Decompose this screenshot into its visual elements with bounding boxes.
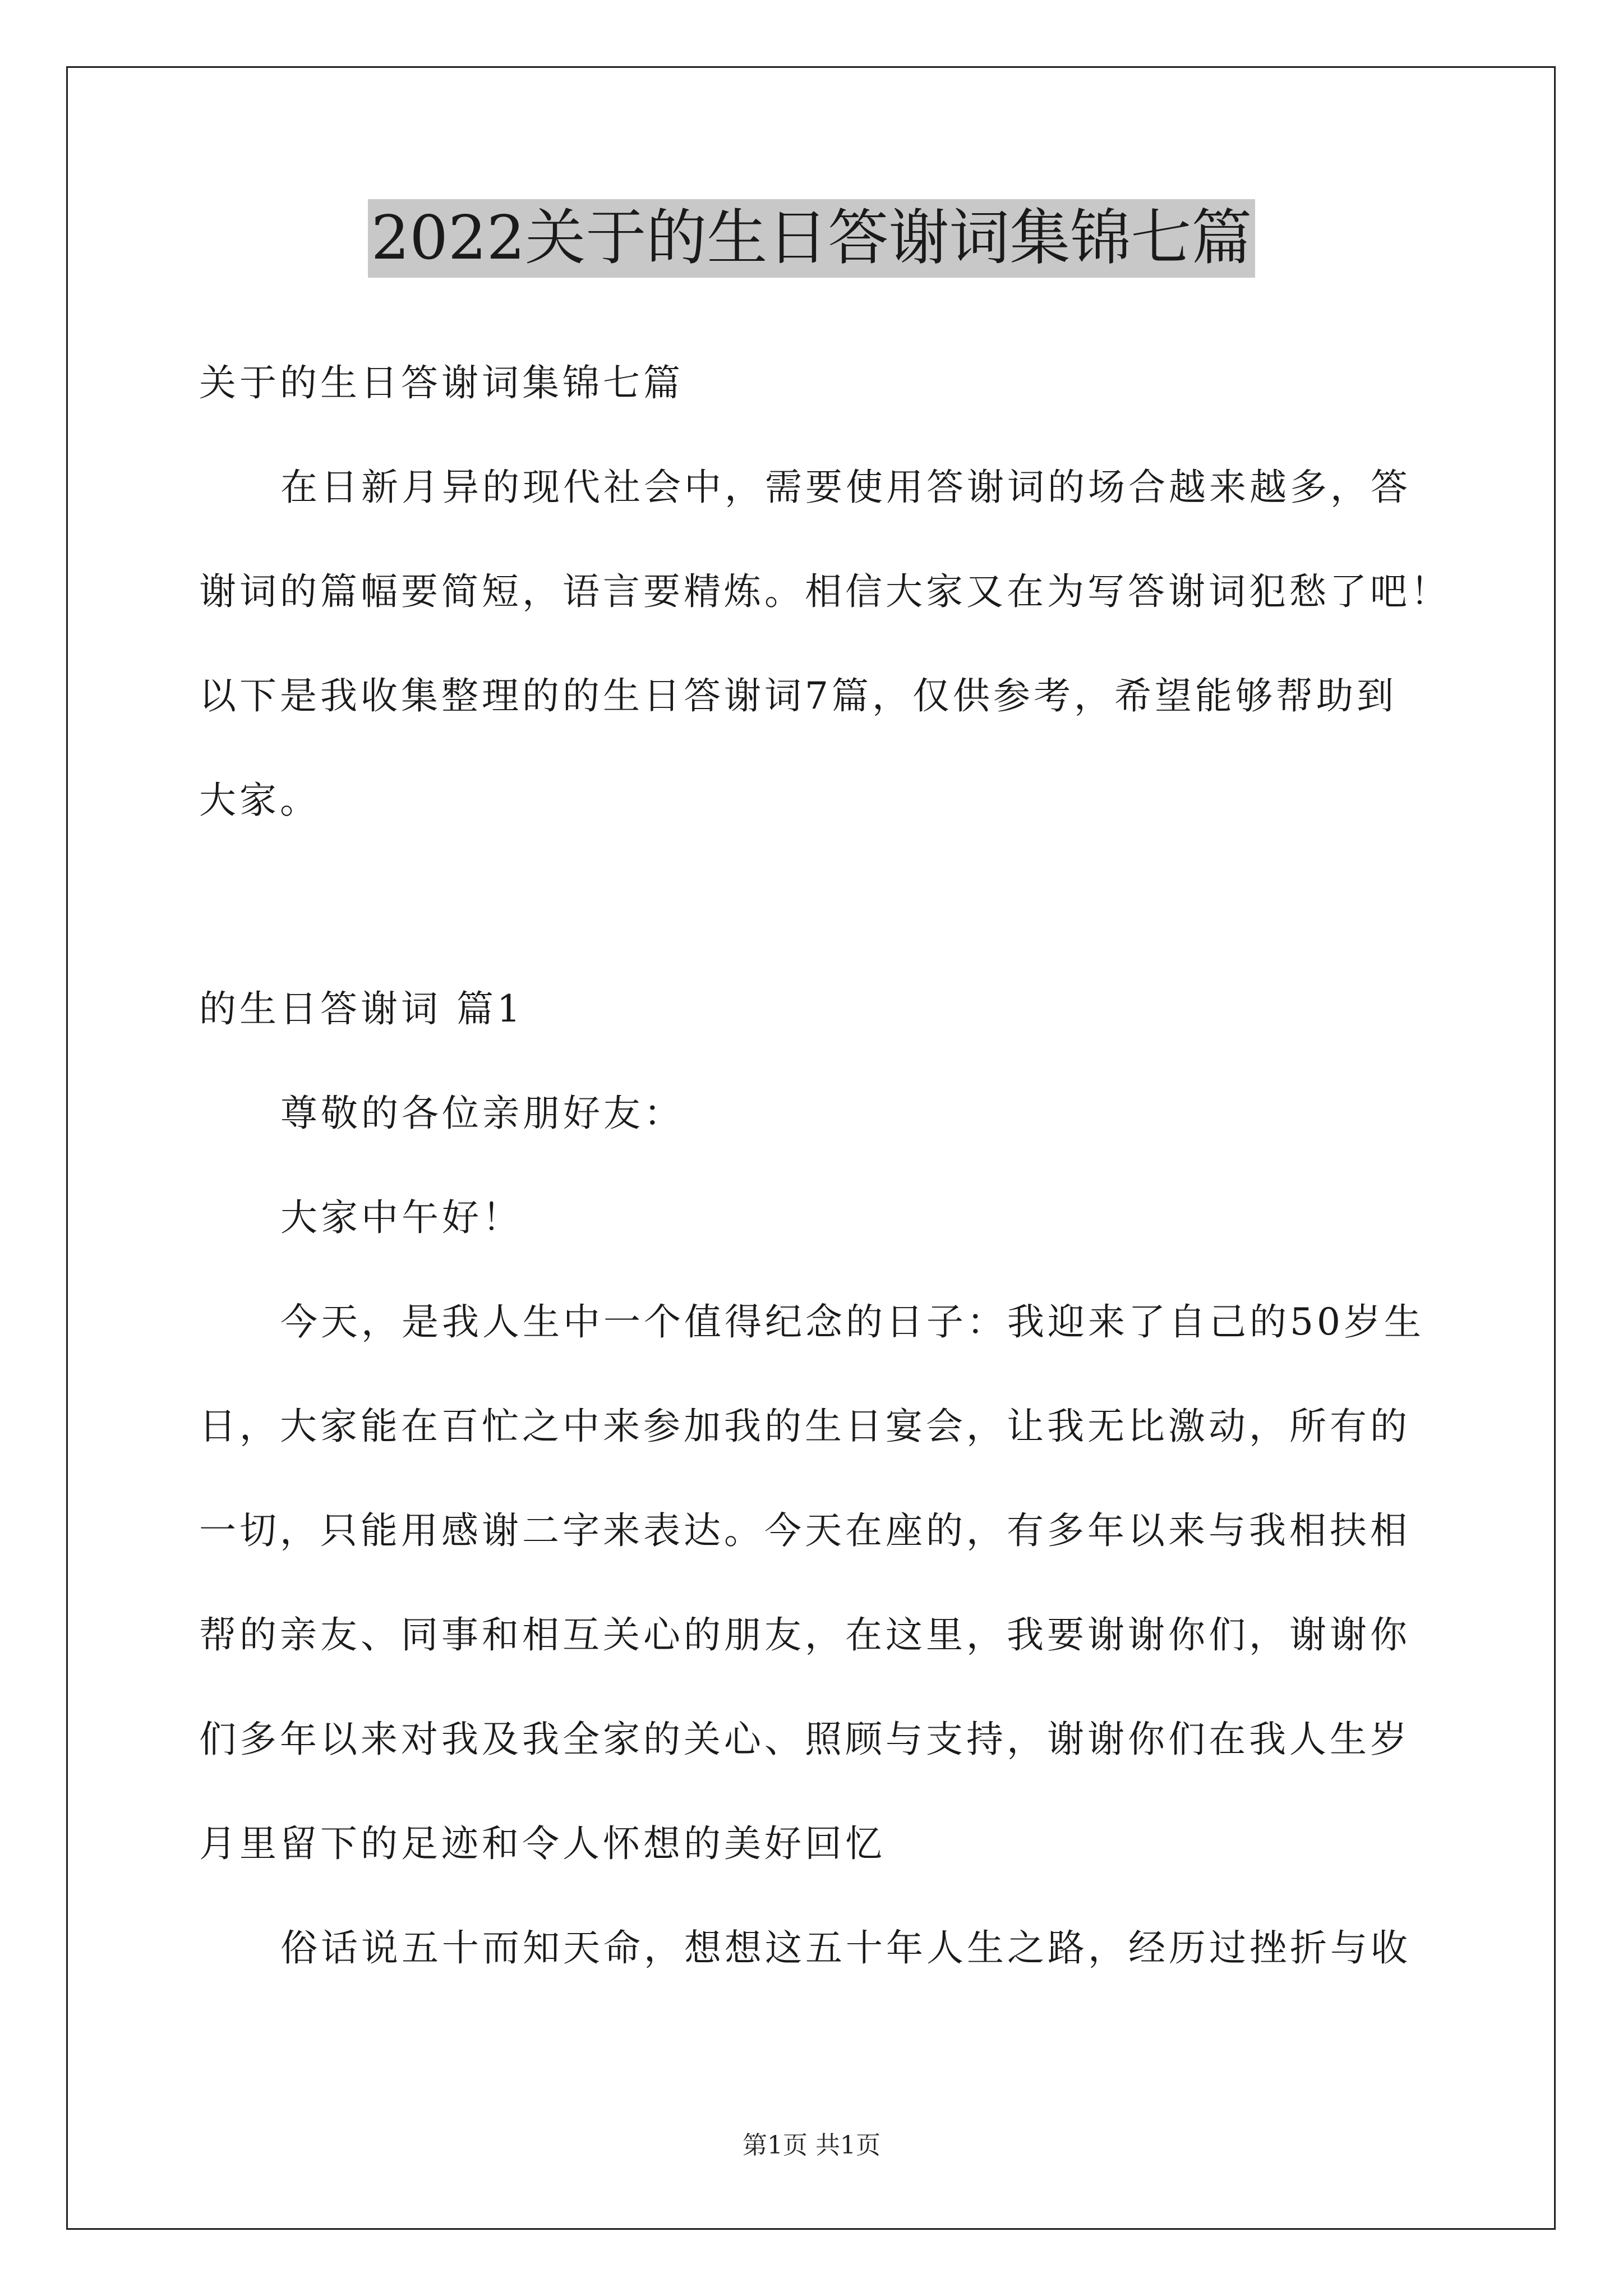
document-title: 2022关于的生日答谢词集锦七篇 [368,199,1256,278]
section-heading: 的生日答谢词 篇1 [199,987,524,1030]
intro-line: 以下是我收集整理的的生日答谢词7篇，仅供参考，希望能够帮助到 [199,674,1397,717]
paragraph-line: 今天，是我人生中一个值得纪念的日子：我迎来了自己的50岁生 [280,1300,1424,1343]
intro-line: 在日新月异的现代社会中，需要使用答谢词的场合越来越多，答 [280,466,1411,509]
title-container [0,199,1623,278]
document-subtitle: 关于的生日答谢词集锦七篇 [199,361,684,404]
blank-line [199,853,1433,957]
salutation: 尊敬的各位亲朋好友： [280,1092,684,1135]
paragraph-line: 俗话说五十而知天命，想想这五十年人生之路，经历过挫折与收 [280,1926,1411,1970]
intro-line: 谢词的篇幅要简短，语言要精炼。相信大家又在为写答谢词犯愁了吧！ [199,570,1451,613]
page-footer: 第1页 共1页 [743,2131,880,2160]
greeting: 大家中午好！ [280,1196,523,1239]
paragraph-line: 日，大家能在百忙之中来参加我的生日宴会，让我无比激动，所有的 [199,1405,1410,1448]
paragraph-line: 们多年以来对我及我全家的关心、照顾与支持，谢谢你们在我人生岁 [199,1718,1410,1761]
document-body [199,331,1451,2000]
paragraph-line: 月里留下的足迹和令人怀想的美好回忆 [199,1822,886,1865]
intro-line: 大家。 [199,779,320,822]
paragraph-line: 帮的亲友、同事和相互关心的朋友，在这里，我要谢谢你们，谢谢你 [199,1613,1410,1657]
paragraph-line: 一切，只能用感谢二字来表达。今天在座的，有多年以来与我相扶相 [199,1509,1410,1552]
